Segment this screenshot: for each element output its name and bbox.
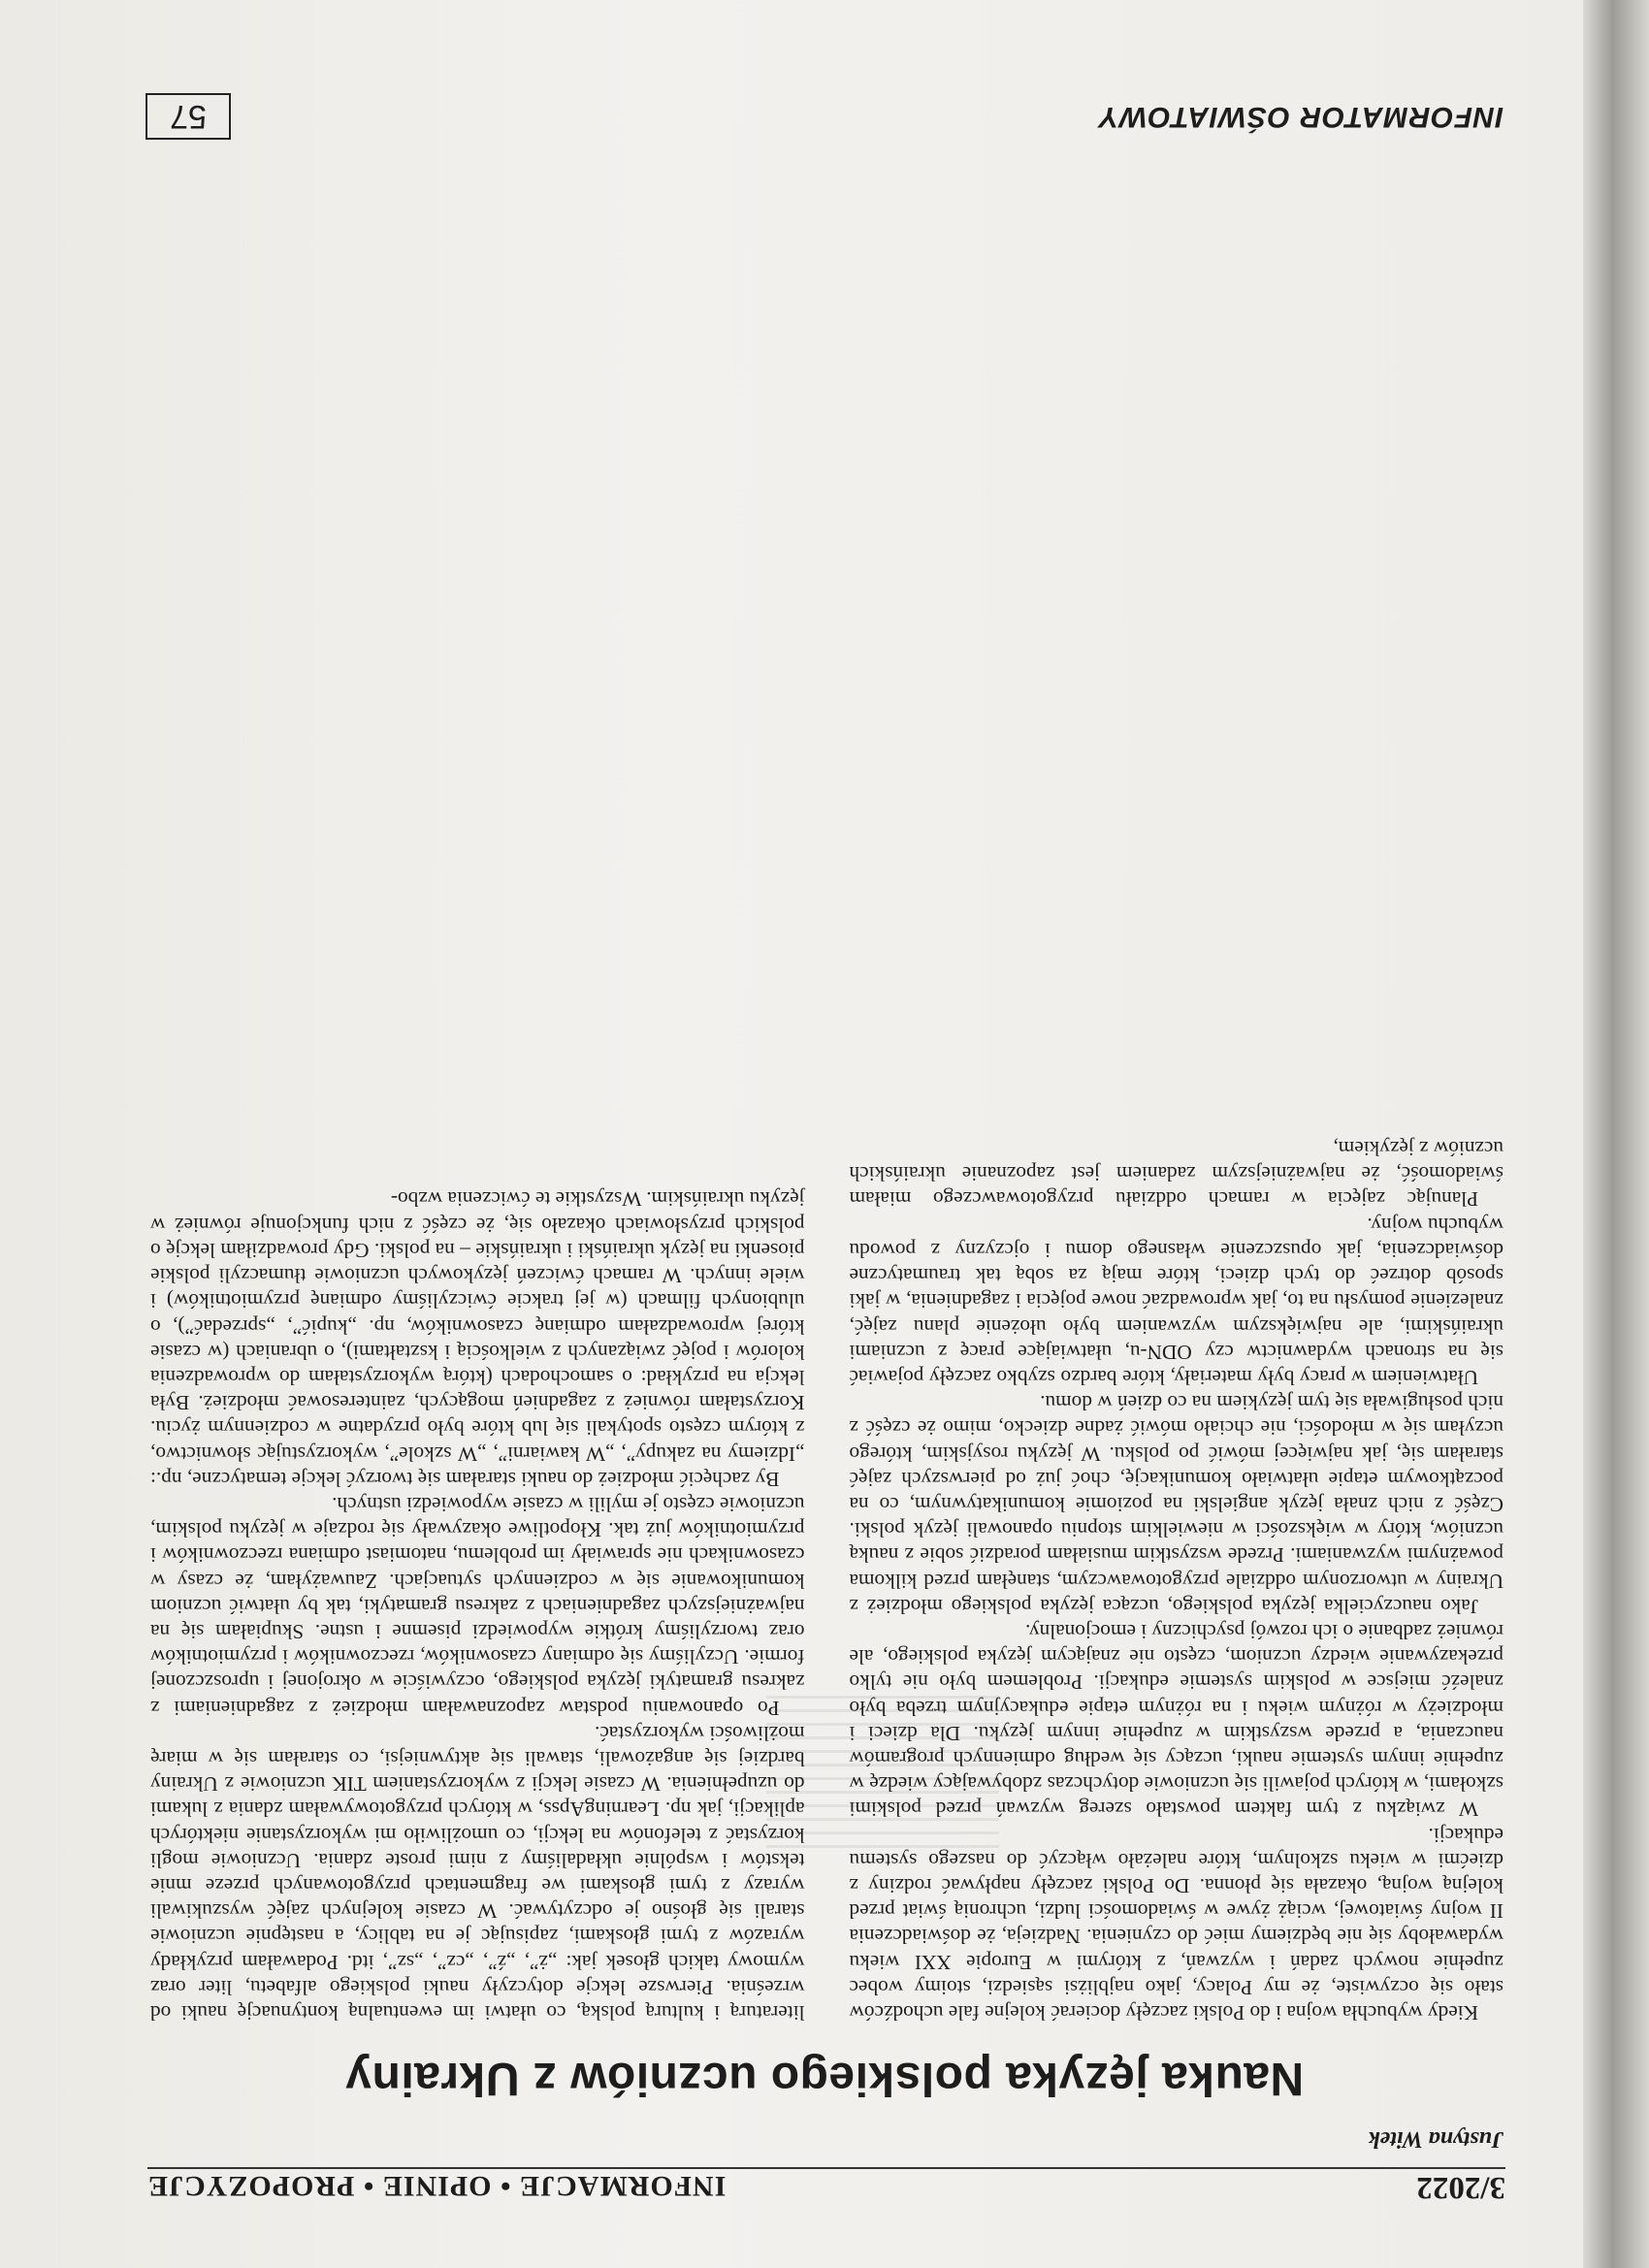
page-footer: [146, 87, 1504, 146]
paragraph: By zachęcić młodzież do nauki starałam się tworzyć lekcje tematyczne, np.: „Idziemy na zakupy”, „W kawiarni”, „W szkole”, wykorzystując słownictwo, z którym często spotykali się lub które było przydatne w codziennym życiu. Korzystałam również z zagadnień mogących, zainteresować młodzież. Była lekcja na przykład: o samochodach (którą wykorzystałam do wprowadzenia kolorów i pojęć związanych z wielkością i kształtami), o ubraniach (w czasie której wprowadzałam odmianę czasowników, np. „kupić”, „sprzedać”), o ulubionych filmach (w jej trakcie ćwiczyliśmy odmianę przymiotników) i wiele innych. W ramach ćwiczeń językowych uczniowie tłumaczyli polskie piosenki na język ukraiński i ukraińskie – na polski. Gdy prowadziłam lekcję o polskich przysłowiach okazało się, że część z nich funkcjonuje również w języku ukraińskim. Wszystkie te ćwiczenia wzbo-: [150, 1187, 805, 1491]
paragraph: literaturą i kulturą polską, co ułatwi im ewentualną kontynuację nauki od września. Pierwsze lekcje dotyczyły nauki polskiego alfabetu, liter oraz wymowy takich głosek jak: „ż”, „ź”, „cz”, „sz”, itd. Podawałam przykłady wyrazów z tymi głoskami, zapisując je na tablicy, a następnie uczniowie starali się głośno je odczytywać. W czasie kolejnych zajęć wyszukiwali wyrazy z tymi głoskami we fragmentach przygotowanych przeze mnie tekstów i wspólnie układaliśmy z nimi proste zdania. Uczniowie mogli korzystać z telefonów na lekcji, co umożliwiło mi wykorzystanie niektórych aplikacji, jak np. LearningApss, w których przygotowywałam zdania z lukami do uzupełnienia. W czasie lekcji z wykorzystaniem TIK uczniowie z Ukrainy bardziej się angażowali, stawali się aktywniejsi, co starałam się w miarę możliwości wykorzystać.: [150, 1721, 805, 2025]
page-number: 57: [146, 93, 231, 140]
left-column: [850, 1136, 1504, 2025]
paragraph: Kiedy wybuchła wojna i do Polski zaczęły docierać kolejne fale uchodźców stało się oczywiste, że my Polacy, jako najbliżsi sąsiedzi, stoimy wobec zupełnie nowych zadań i wyzwań, z którymi w Europie XXI wieku wydawałoby się nie będziemy mieć do czynienia. Nadzieja, że doświadczenia II wojny światowej, wciąż żywe w świadomości ludzi, uchronią świat przed kolejną wojną, okazała się płonna. Do Polski zaczęły napływać rodziny z dziećmi w wieku szkolnym, które należało włączyć do naszego systemu edukacji.: [849, 1823, 1504, 2025]
header-sections: INFORMACJE • OPINIE • PROPOZYCJE: [147, 2170, 727, 2202]
issue-number: 3/2022: [1416, 2170, 1505, 2205]
article-author: Justyna Witek: [1368, 2126, 1504, 2152]
journal-name: INFORMATOR OŚWIATOWY: [1098, 101, 1504, 133]
book-spine-shadow: [1583, 0, 1649, 2268]
running-header: [147, 2167, 1505, 2218]
paragraph: Planując zajęcia w ramach oddziału przygotowawczego miałam świadomość, że najważniejszym zadaniem jest zapoznanie ukraińskich uczniów z językiem,: [849, 1137, 1504, 1212]
paragraph: W związku z tym faktem powstało szereg wyzwań przed polskimi szkołami, w których pojawili się uczniowie dotychczas zdobywający wiedzę w zupełnie innym systemie nauki, uczący się według odmiennych programów nauczania, a przede wszystkim w zupełnie innym języku. Dla dzieci i młodzieży w różnym wieku i na różnym etapie edukacyjnym trzeba było znaleźć miejsce w polskim systemie edukacji. Problemem było nie tylko przekazywanie wiedzy uczniom, często nie znającym języka polskiego, ale również zadbanie o ich rozwój psychiczny i emocjonalny.: [849, 1619, 1504, 1822]
paragraph: Jako nauczycielka języka polskiego, ucząca języka polskiego młodzież z Ukrainy w utworzonym oddziale przygotowawczym, stanęłam przed kilkoma poważnymi wyzwaniami. Przede wszystkim musiałam poradzić sobie z nauką uczniów, który w większości w niewielkim stopniu opanowali język polski. Część z nich znała język angielski na poziomie komunikatywnym, co na początkowym etapie ułatwiało komunikację, choć już od pierwszych zajęć starałam się, jak najwięcej mówić po polsku. W języku rosyjskim, którego uczyłam się w młodości, nie chciało mówić żadne dziecko, mimo że część z nich posługiwała się tym językiem na co dzień w domu.: [849, 1391, 1504, 1618]
magazine-page: [107, 39, 1542, 2229]
article-title: Nauka języka polskiego uczniów z Ukrainy: [344, 2053, 1305, 2104]
article-body: [150, 1136, 1504, 2025]
paragraph: Ułatwieniem w pracy były materiały, które bardzo szybko zaczęły pojawiać się na stronach wydawnictw czy ODN-u, ułatwiające pracę z uczniami ukraińskimi, ale największym wyzwaniem było ułożenie planu zajęć, znalezienie pomysłu na to, jak wprowadzać nowe pojęcia i zagadnienia, w jaki sposób dotrzeć do tych dzieci, które mają za sobą tak traumatyczne doświadczenia, jak opuszczenie własnego domu i ojczyzny z powodu wybuchu wojny.: [849, 1213, 1504, 1389]
paragraph: Po opanowaniu podstaw zapoznawałam młodzież z zagadnieniami z zakresu gramatyki języka polskiego, oczywiście w okrojonej i uproszczonej formie. Uczyliśmy się odmiany czasowników, rzeczowników i przymiotników oraz tworzyliśmy krótkie wypowiedzi pisemne i ustne. Skupiałam się na najważniejszych zagadnieniach z zakresu gramatyki, tak by ułatwić uczniom komunikowanie się w codziennych sytuacjach. Zauważyłam, że czasy w czasownikach nie sprawiały im problemu, natomiast odmiana rzeczowników i przymiotników już tak. Kłopotliwe okazywały się rodzaje w języku polskim, uczniowie często je mylili w czasie wypowiedzi ustnych.: [150, 1492, 805, 1720]
right-column: [150, 1136, 805, 2025]
